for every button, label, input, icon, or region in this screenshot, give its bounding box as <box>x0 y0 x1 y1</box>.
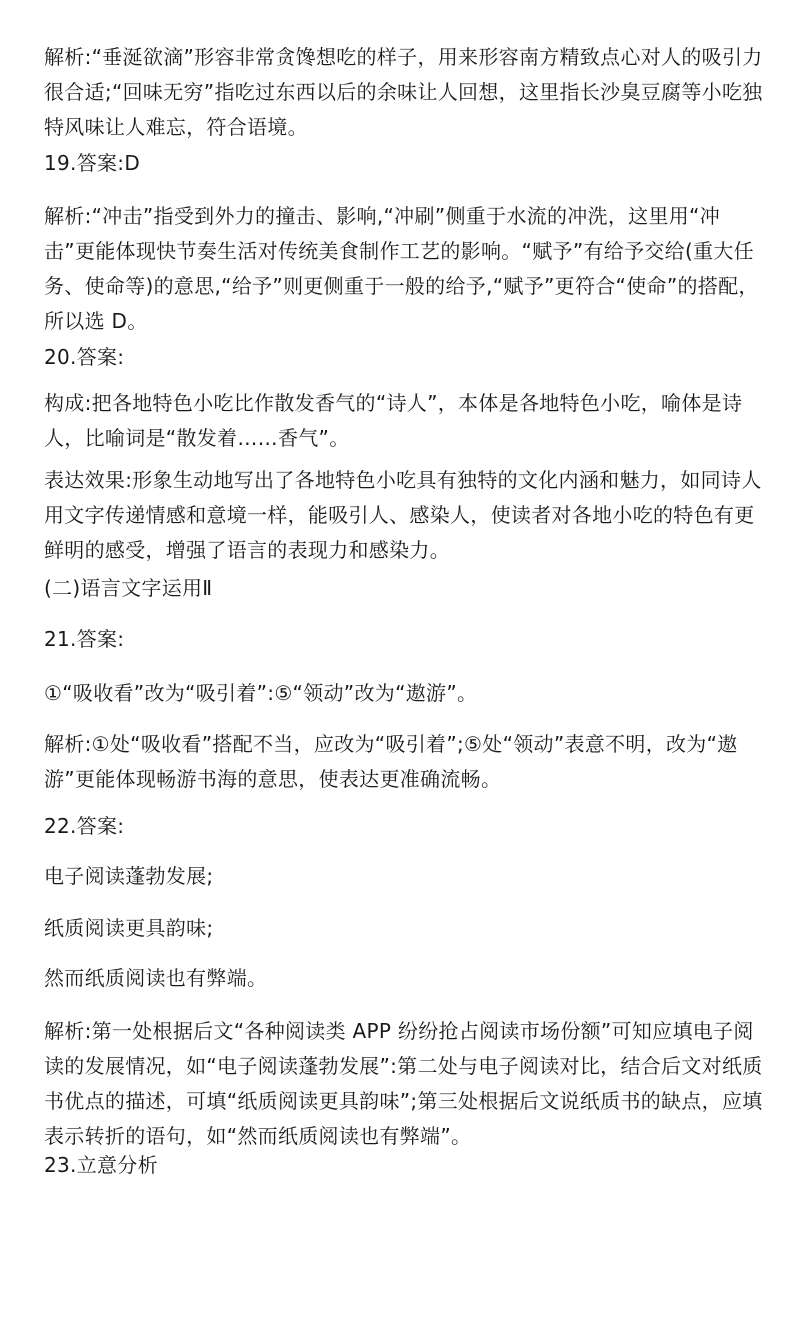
answer-20-structure: 构成:把各地特色小吃比作散发香气的“诗人”，本体是各地特色小吃，喻体是诗人，比喻词是“散发着……香气”。 <box>44 391 743 450</box>
answer-22-heading: 22.答案: <box>44 814 125 838</box>
answer-21-corrections: ①“吸收看”改为“吸引着”:⑤“领动”改为“遨游”。 <box>44 681 478 705</box>
answer-22-blank-1: 电子阅读蓬勃发展; <box>44 864 214 888</box>
question-23-heading: 23.立意分析 <box>44 1153 158 1177</box>
answer-20-heading: 20.答案: <box>44 345 125 369</box>
analysis-22: 解析:第一处根据后文“各种阅读类 APP 纷纷抢占阅读市场份额”可知应填电子阅读的发展情况，如“电子阅读蓬勃发展”:第二处与电子阅读对比，结合后文对纸质书优点的描述，可填“纸质阅读更具韵味”;第三处根据后文说纸质书的缺点，应填表示转折的语句，如“然而纸质阅读也有弊端”。 <box>44 1019 763 1148</box>
section-heading-language-use-2: (二)语言文字运用Ⅱ <box>44 576 213 600</box>
answer-19-heading: 19.答案:D <box>44 151 141 175</box>
analysis-18: 解析:“垂涎欲滴”形容非常贪馋想吃的样子，用来形容南方精致点心对人的吸引力很合适;“回味无穷”指吃过东西以后的余味让人回想，这里指长沙臭豆腐等小吃独特风味让人难忘，符合语境。 <box>44 45 763 139</box>
answer-21-heading: 21.答案: <box>44 627 125 651</box>
analysis-19: 解析:“冲击”指受到外力的撞击、影响,“冲刷”侧重于水流的冲洗，这里用“冲击”更能体现快节奏生活对传统美食制作工艺的影响。“赋予”有给予交给(重大任务、使命等)的意思,“给予”则更侧重于一般的给予,“赋予”更符合“使命”的搭配，所以选 D。 <box>44 204 759 333</box>
answer-22-blank-2: 纸质阅读更具韵味; <box>44 916 214 940</box>
analysis-21: 解析:①处“吸收看”搭配不当，应改为“吸引着”;⑤处“领动”表意不明，改为“遨游”更能体现畅游书海的意思，使表达更准确流畅。 <box>44 732 738 791</box>
answer-22-blank-3: 然而纸质阅读也有弊端。 <box>44 966 268 990</box>
answer-20-effect: 表达效果:形象生动地写出了各地特色小吃具有独特的文化内涵和魅力，如同诗人用文字传递情感和意境一样，能吸引人、感染人，使读者对各地小吃的特色有更鲜明的感受，增强了语言的表现力和感染力。 <box>44 468 762 562</box>
